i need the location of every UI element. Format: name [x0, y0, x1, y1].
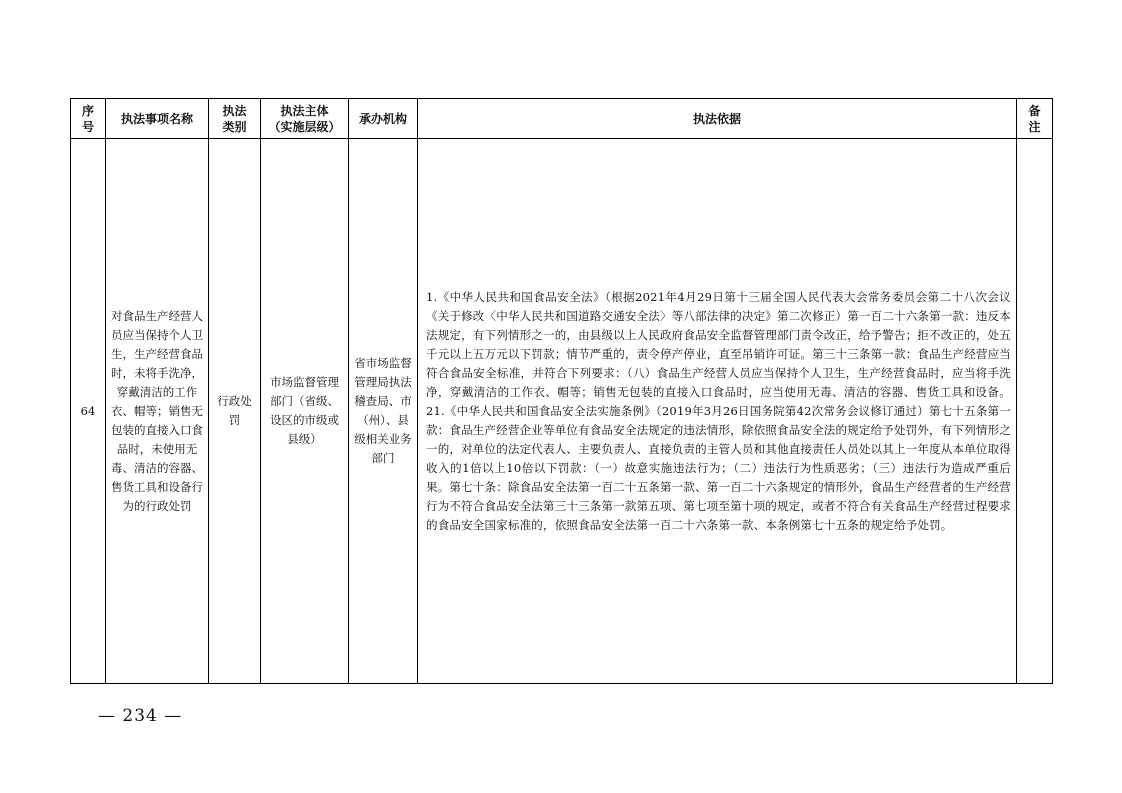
cell-subject: 市场监督管理部门（省级、设区的市级或县级） — [261, 139, 349, 684]
header-remarks-line2: 注 — [1028, 119, 1041, 134]
header-remarks-line1: 备 — [1028, 103, 1041, 118]
cell-item-name: 对食品生产经营人员应当保持个人卫生，生产经营食品时，未将手洗净，穿戴清洁的工作衣、帽等；销售无包装的直接入口食品时，未使用无毒、清洁的容器、售货工具和设备行为的行政处罚 — [106, 139, 209, 684]
header-item-name: 执法事项名称 — [106, 99, 209, 139]
cell-remarks — [1017, 139, 1053, 684]
law-enforcement-table — [70, 98, 1053, 684]
header-category — [209, 99, 261, 139]
header-seq-line1: 序 — [81, 103, 94, 118]
header-subject-line1: 执法主体 — [280, 103, 329, 118]
header-agency: 承办机构 — [349, 99, 418, 139]
cell-category: 行政处罚 — [209, 139, 261, 684]
header-category-line2: 类别 — [222, 119, 247, 134]
header-category-line1: 执法 — [222, 103, 247, 118]
header-remarks — [1017, 99, 1053, 139]
table-header-row — [71, 99, 1053, 139]
page-number: — 234 — — [98, 706, 183, 726]
header-subject-line2: （实施层级） — [268, 119, 341, 134]
law-enforcement-table-container — [70, 98, 1053, 684]
basis-text: 1.《中华人民共和国食品安全法》（根据2021年4月29日第十三届全国人民代表大会常务委员会第二十八次会议《关于修改〈中华人民共和国道路交通安全法〉等八部法律的决定》第二次修正）第一百二十六条第一款：违反本法规定，有下列情形之一的，由县级以上人民政府食品安全监督管理部门责令改正，给予警告；拒不改正的，处五千元以上五万元以下罚款；情节严重的，责令停产停业，直至吊销许可证。第三十三条第一款：食品生产经营应当符合食品安全标准，并符合下列要求：（八）食品生产经营人员应当保持个人卫生，生产经营食品时，应当将手洗净，穿戴清洁的工作衣、帽等；销售无包装的直接入口食品时，应当使用无毒、清洁的容器、售货工具和设备。21.《中华人民共和国食品安全法实施条例》（2019年3月26日国务院第42次常务会议修订通过）第七十五条第一款：食品生产经营企业等单位有食品安全法规定的违法情形，除依照食品安全法的规定给予处罚外，有下列情形之一的，对单位的法定代表人、主要负责人、直接负责的主管人员和其他直接责任人员处以其上一年度从本单位取得收入的1倍以上10倍以下罚款：（一）故意实施违法行为；（二）违法行为性质恶劣；（三）违法行为造成严重后果。第七十条：除食品安全法第一百二十五条第一款、第一百二十六条规定的情形外，食品生产经营者的生产经营行为不符合食品安全法第三十三条第一款第五项、第七项至第十项的规定，或者不符合有关食品生产经营过程要求的食品安全国家标准的，依照食品安全法第一百二十六条第一款、本条例第七十五条的规定给予处罚。 — [426, 289, 1011, 532]
header-subject — [261, 99, 349, 139]
cell-seq: 64 — [71, 139, 106, 684]
header-seq-line2: 号 — [81, 119, 94, 134]
table-row — [71, 139, 1053, 684]
cell-agency: 省市场监督管理局执法稽查局、市（州）、县级相关业务部门 — [349, 139, 418, 684]
cell-basis — [418, 139, 1017, 684]
header-seq — [71, 99, 106, 139]
header-basis: 执法依据 — [418, 99, 1017, 139]
